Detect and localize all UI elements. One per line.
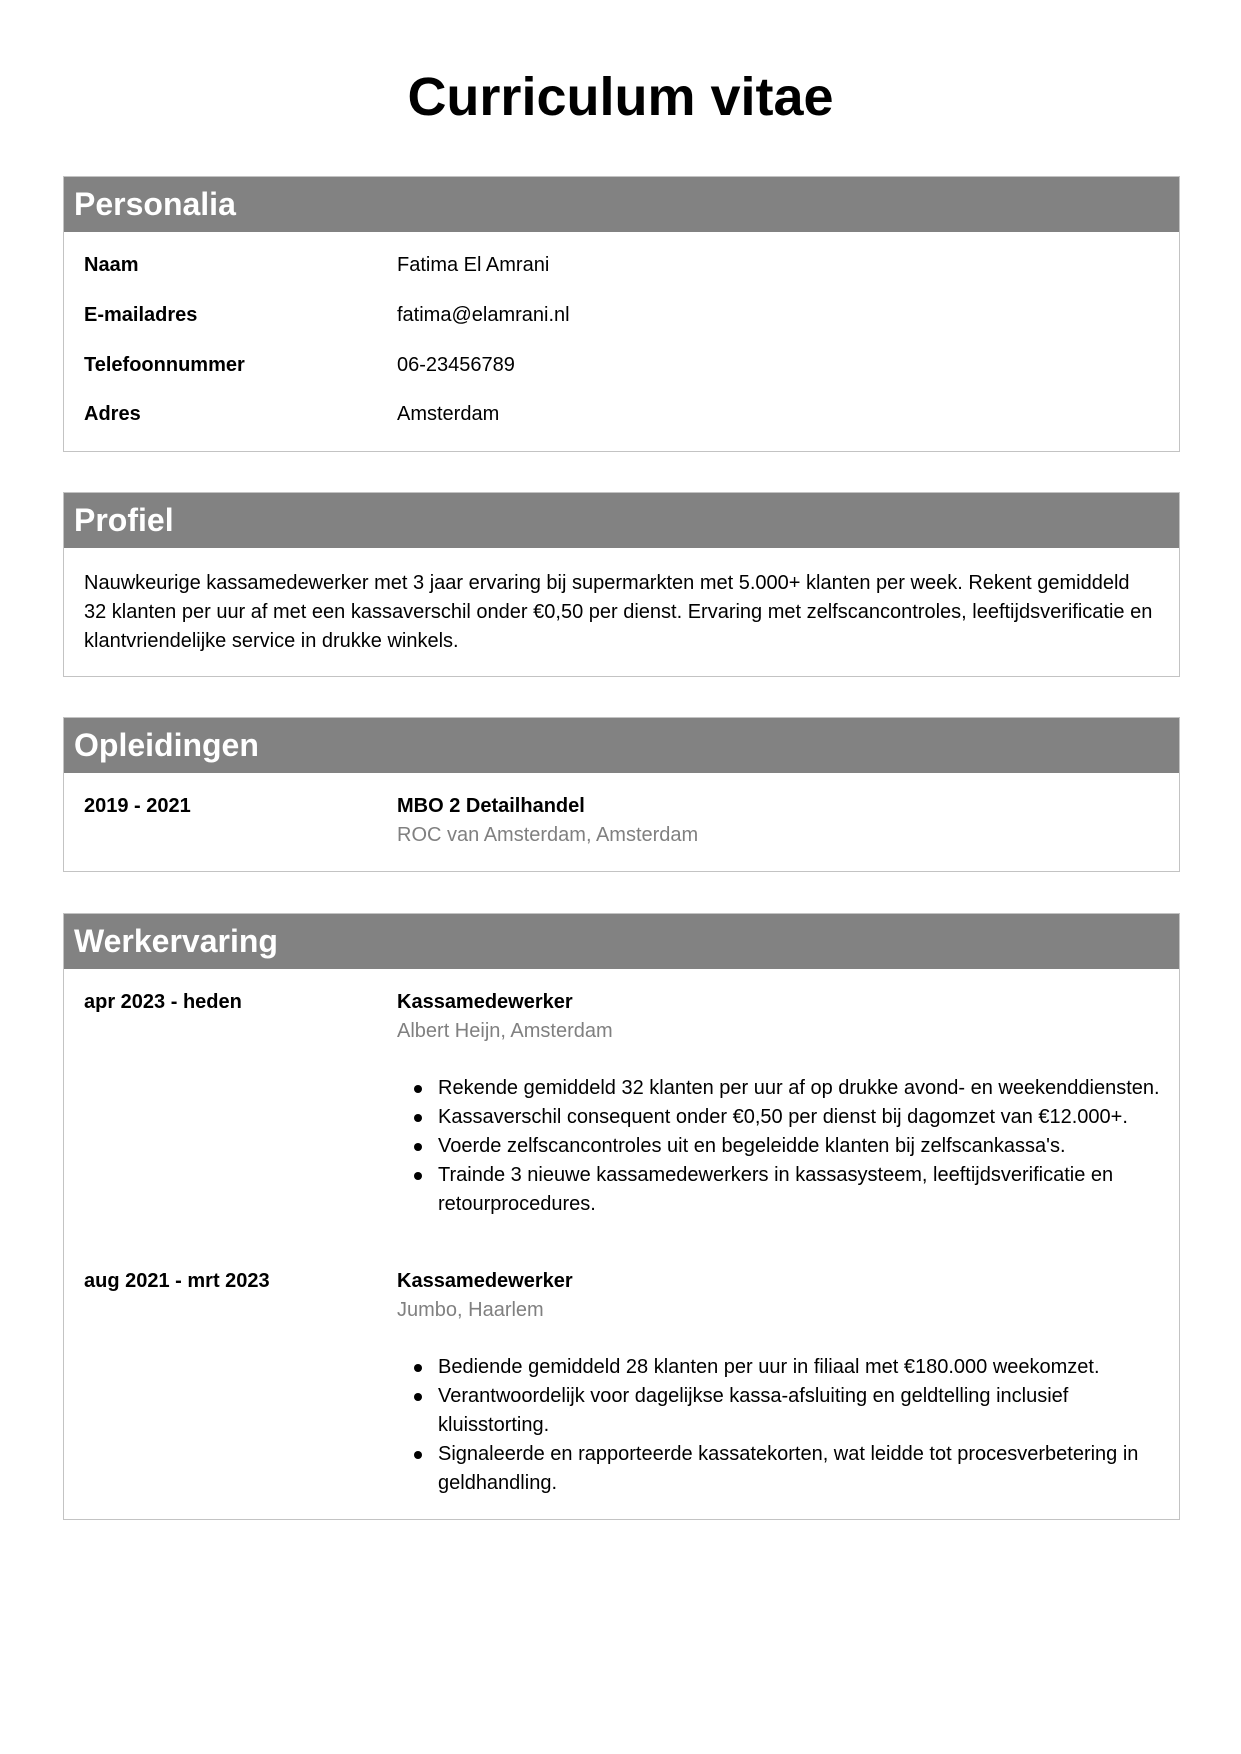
werkervaring-title: Kassamedewerker — [397, 991, 573, 1013]
section-header-werkervaring: Werkervaring — [64, 914, 1179, 969]
werkervaring-place: Albert Heijn, Amsterdam — [397, 1020, 613, 1042]
opleiding-period: 2019 - 2021 — [84, 795, 191, 817]
list-item: Rekende gemiddeld 32 klanten per uur af op drukke avond- en weekenddiensten. — [397, 1074, 1178, 1103]
opleiding-details — [397, 795, 698, 847]
personalia-value: Amsterdam — [397, 403, 500, 425]
werkervaring-bullets — [397, 1353, 1178, 1498]
werkervaring-period: aug 2021 - mrt 2023 — [84, 1270, 270, 1292]
section-personalia — [63, 176, 1180, 452]
list-item: Signaleerde en rapporteerde kassatekorten, wat leidde tot procesverbetering in geldhandling. — [397, 1440, 1178, 1498]
personalia-label: Telefoonnummer — [84, 354, 245, 376]
personalia-value: Fatima El Amrani — [397, 254, 550, 276]
opleiding-title: MBO 2 Detailhandel — [397, 795, 585, 817]
list-item: Kassaverschil consequent onder €0,50 per dienst bij dagomzet van €12.000+. — [397, 1103, 1178, 1132]
personalia-label: Adres — [84, 403, 141, 425]
personalia-value: 06-23456789 — [397, 354, 515, 376]
profiel-text: Nauwkeurige kassamedewerker met 3 jaar ervaring bij supermarkten met 5.000+ klanten per week. Rekent gemiddeld 32 klanten per uur af met een kassaverschil onder €0,50 per dienst. Ervaring met zelfscancontroles, leeftijdsverificatie en klantvriendelijke service in drukke winkels. — [84, 572, 1153, 652]
werkervaring-period: apr 2023 - heden — [84, 991, 242, 1013]
opleiding-place: ROC van Amsterdam, Amsterdam — [397, 824, 699, 846]
page-title: Curriculum vitae — [407, 67, 834, 127]
section-header-personalia: Personalia — [64, 177, 1179, 232]
werkervaring-details — [397, 1270, 1178, 1498]
werkervaring-details — [397, 991, 1178, 1219]
section-profiel — [63, 492, 1180, 677]
list-item: Bediende gemiddeld 28 klanten per uur in filiaal met €180.000 weekomzet. — [397, 1353, 1178, 1382]
section-header-opleidingen: Opleidingen — [64, 718, 1179, 773]
list-item: Trainde 3 nieuwe kassamedewerkers in kassasysteem, leeftijdsverificatie en retourprocedures. — [397, 1161, 1178, 1219]
werkervaring-bullets — [397, 1074, 1178, 1219]
personalia-value: fatima@elamrani.nl — [397, 304, 570, 326]
section-opleidingen — [63, 717, 1180, 872]
list-item: Verantwoordelijk voor dagelijkse kassa-afsluiting en geldtelling inclusief kluisstorting. — [397, 1382, 1178, 1440]
list-item: Voerde zelfscancontroles uit en begeleidde klanten bij zelfscankassa's. — [397, 1132, 1178, 1161]
section-werkervaring — [63, 913, 1180, 1520]
personalia-label: E-mailadres — [84, 304, 198, 326]
werkervaring-place: Jumbo, Haarlem — [397, 1299, 544, 1321]
personalia-label: Naam — [84, 254, 139, 276]
section-header-profiel: Profiel — [64, 493, 1179, 548]
werkervaring-title: Kassamedewerker — [397, 1270, 573, 1292]
